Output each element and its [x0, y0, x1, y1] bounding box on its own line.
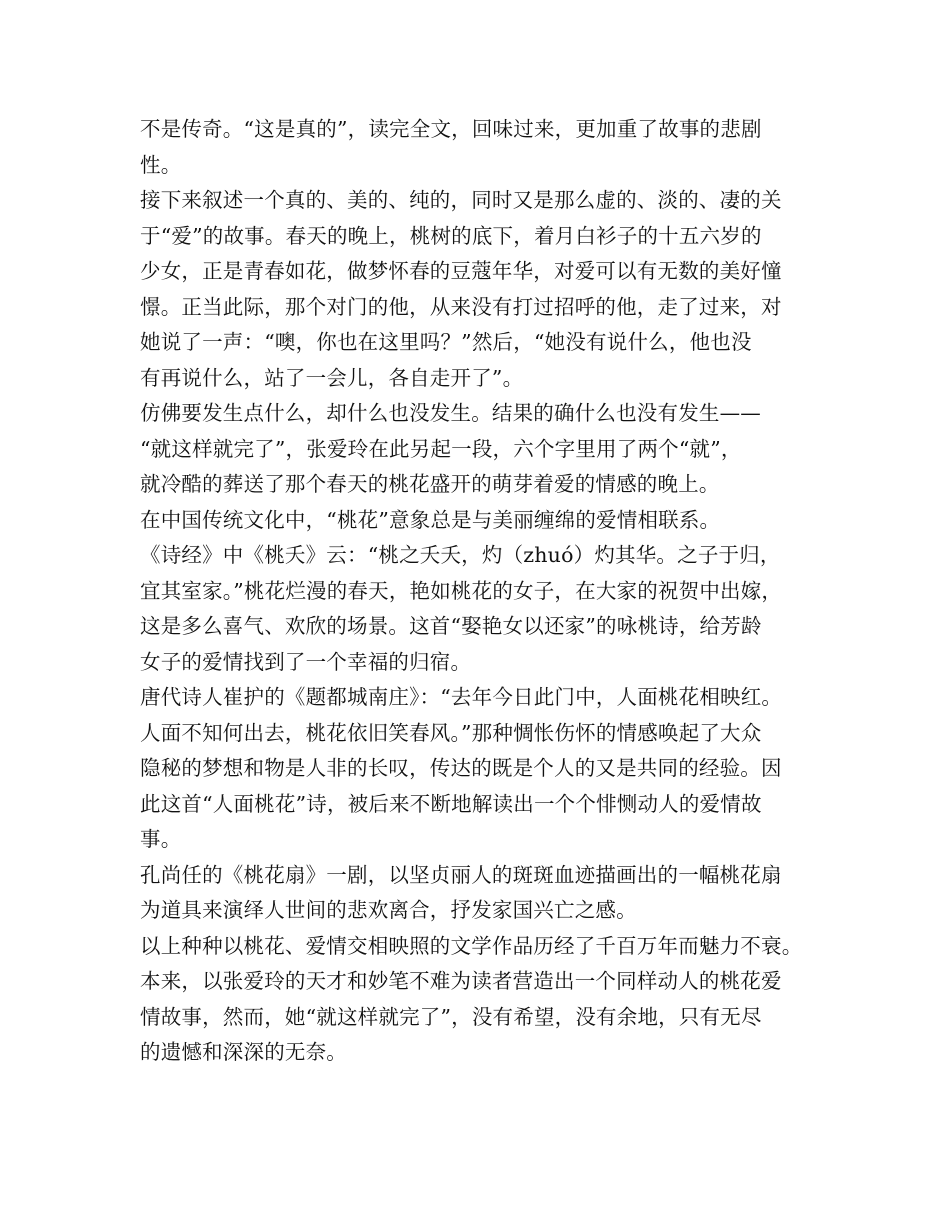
text-line: 隐秘的梦想和物是人非的长叹，传达的既是个人的又是共同的经验。因: [140, 756, 782, 780]
text-line: 为道具来演绎人世间的悲欢离合，抒发家国兴亡之感。: [140, 898, 637, 922]
text-line: 少女，正是青春如花，做梦怀春的豆蔻年华，对爱可以有无数的美好憧: [140, 259, 782, 283]
text-line: 她说了一声：“噢，你也在这里吗？”然后，“她没有说什么，他也没: [140, 330, 752, 354]
text-line: 有再说什么，站了一会儿，各自走开了”。: [140, 365, 524, 390]
text-line: 宜其室家。”桃花烂漫的春天，艳如桃花的女子，在大家的祝贺中出嫁，: [140, 578, 783, 603]
text-line: 《诗经》中《桃夭》云：“桃之夭夭，灼（zhuó）灼其华。之子于归，: [140, 543, 781, 567]
text-line: 性。: [140, 152, 182, 177]
text-line: 此这首“人面桃花”诗，被后来不断地解读出一个个悱恻动人的爱情故: [140, 791, 762, 816]
text-line: 憬。正当此际，那个对门的他，从来没有打过招呼的他，走了过来，对: [140, 294, 782, 319]
text-line: 人面不知何出去，桃花依旧笑春风。”那种惆怅伤怀的情感唤起了大众: [140, 720, 762, 745]
text-line: 事。: [140, 827, 182, 851]
text-line: 唐代诗人崔护的《题都城南庄》：“去年今日此门中，人面桃花相映红。: [140, 685, 783, 709]
text-line: 仿佛要发生点什么，却什么也没发生。结果的确什么也没有发生——: [140, 401, 761, 425]
text-line: 以上种种以桃花、爱情交相映照的文学作品历经了千百万年而魅力不衰。: [140, 933, 803, 958]
body-text: [140, 112, 830, 1071]
text-line: 就冷酷的葬送了那个春天的桃花盛开的萌芽着爱的情感的晚上。: [140, 472, 720, 496]
text-line: 的遗憾和深深的无奈。: [140, 1040, 347, 1064]
text-line: 本来，以张爱玲的天才和妙笔不难为读者营造出一个同样动人的桃花爱: [140, 969, 782, 993]
text-line: 情故事，然而，她“就这样就完了”，没有希望，没有余地，只有无尽: [140, 1004, 762, 1029]
text-line: 在中国传统文化中，“桃花”意象总是与美丽缠绵的爱情相联系。: [140, 507, 721, 532]
text-line: “就这样就完了”，张爱玲在此另起一段，六个字里用了两个“就”，: [140, 436, 742, 461]
text-line: 女子的爱情找到了一个幸福的归宿。: [140, 649, 472, 674]
text-line: 孔尚任的《桃花扇》一剧，以坚贞丽人的斑斑血迹描画出的一幅桃花扇: [140, 862, 782, 887]
text-line: 这是多么喜气、欢欣的场景。这首“娶艳女以还家”的咏桃诗，给芳龄: [140, 614, 762, 638]
text-line: 接下来叙述一个真的、美的、纯的，同时又是那么虚的、淡的、凄的关: [140, 188, 782, 212]
text-line: 不是传奇。“这是真的”，读完全文，回味过来，更加重了故事的悲剧: [140, 117, 762, 141]
text-line: 于“爱”的故事。春天的晚上，桃树的底下，着月白衫子的十五六岁的: [140, 223, 762, 248]
